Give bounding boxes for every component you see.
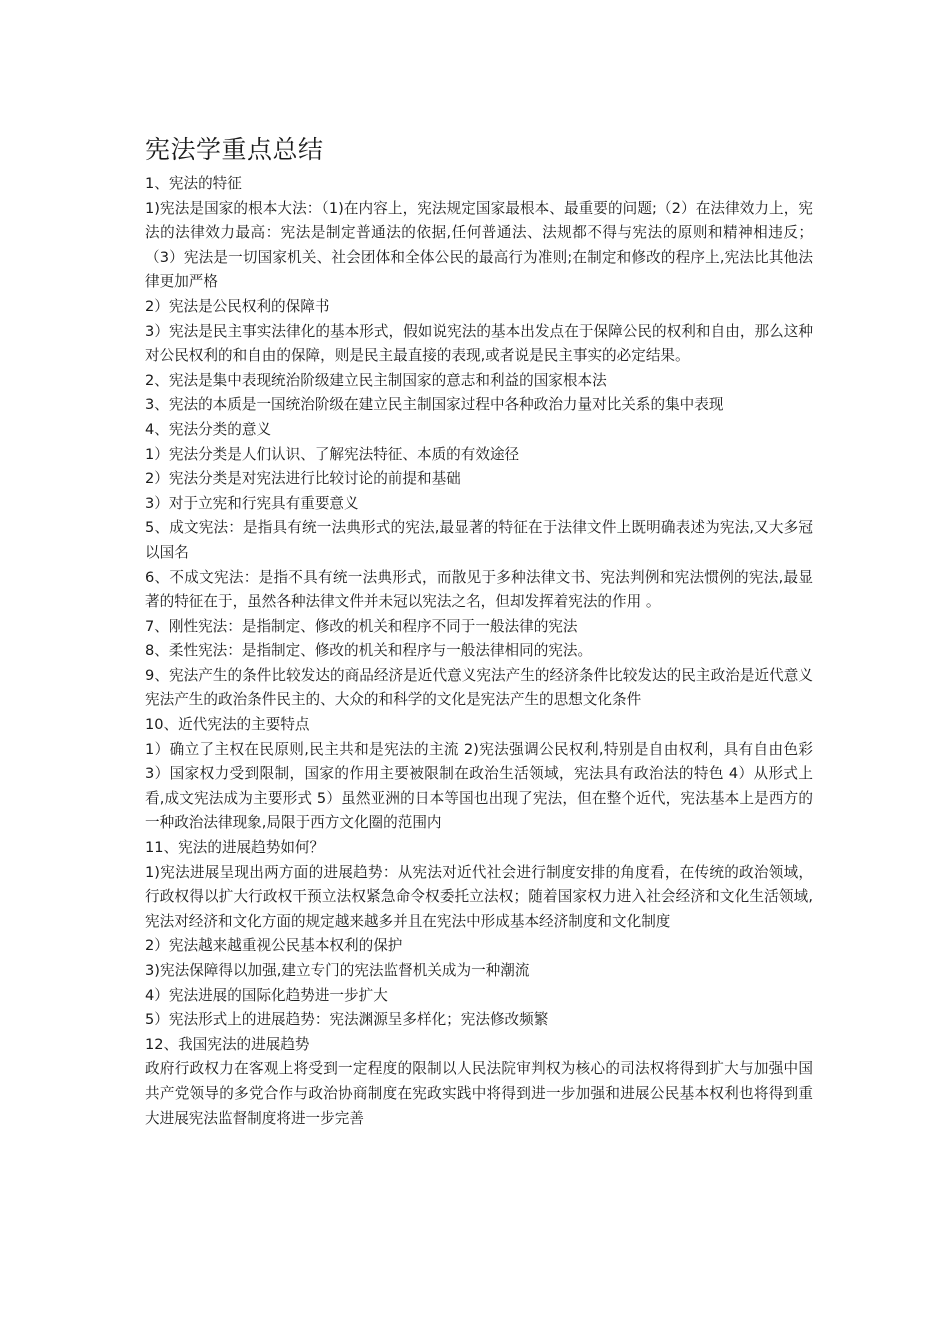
paragraph: 政府行政权力在客观上将受到一定程度的限制以人民法院审判权为核心的司法权将得到扩大与加强中国共产党领导的多党合作与政治协商制度在宪政实践中将得到进一步加强和进展公民基本权利也将得到重大进展宪法监督制度将进一步完善 [145,1060,813,1127]
paragraph: 3、宪法的本质是一国统治阶级在建立民主制国家过程中各种政治力量对比关系的集中表现 [145,396,724,414]
paragraph: 4、宪法分类的意义 [145,420,272,438]
paragraph: 2）宪法越来越重视公民基本权利的保护 [145,937,403,955]
paragraph: 1）宪法分类是人们认识、了解宪法特征、本质的有效途径 [145,445,520,463]
paragraph: 12、我国宪法的进展趋势 [145,1035,310,1053]
paragraph: 9、宪法产生的条件比较发达的商品经济是近代意义宪法产生的经济条件比较发达的民主政治是近代意义宪法产生的政治条件民主的、大众的和科学的文化是宪法产生的思想文化条件 [145,666,813,709]
paragraph: 10、近代宪法的主要特点 [145,716,310,734]
document-body [145,172,813,1131]
document-page [145,132,813,1131]
paragraph: 1)宪法是国家的根本大法：（1)在内容上，宪法规定国家最根本、最重要的问题;（2）在法律效力上，宪法的法律效力最高：宪法是制定普通法的依据,任何普通法、法规都不得与宪法的原则和精神相违反；（3）宪法是一切国家机关、社会团体和全体公民的最高行为准则;在制定和修改的程序上,宪法比其他法律更加严格 [145,199,813,291]
paragraph: 3）宪法是民主事实法律化的基本形式，假如说宪法的基本出发点在于保障公民的权利和自由，那么这种对公民权利的和自由的保障，则是民主最直接的表现,或者说是民主事实的必定结果。 [145,322,813,365]
paragraph: 7、刚性宪法：是指制定、修改的机关和程序不同于一般法律的宪法 [145,617,578,635]
paragraph: 1)宪法进展呈现出两方面的进展趋势：从宪法对近代社会进行制度安排的角度看，在传统的政治领域，行政权得以扩大行政权干预立法权紧急命令权委托立法权；随着国家权力进入社会经济和文化生活领域,宪法对经济和文化方面的规定越来越多并且在宪法中形成基本经济制度和文化制度 [145,863,813,930]
paragraph: 3)宪法保障得以加强,建立专门的宪法监督机关成为一种潮流 [145,962,530,979]
paragraph: 1、宪法的特征 [145,175,242,192]
paragraph: 2、宪法是集中表现统治阶级建立民主制国家的意志和利益的国家根本法 [145,371,607,389]
paragraph: 1）确立了主权在民原则,民主共和是宪法的主流 2)宪法强调公民权利,特别是自由权利，具有自由色彩 3）国家权力受到限制，国家的作用主要被限制在政治生活领域，宪法具有政治法的特色 4）从形式上看,成文宪法成为主要形式 5）虽然亚洲的日本等国也出现了宪法，但在整个近代，宪法基本上是西方的一种政治法律现象,局限于西方文化圈的范围内 [145,740,813,832]
paragraph: 3）对于立宪和行宪具有重要意义 [145,494,359,512]
paragraph: 2）宪法是公民权利的保障书 [145,297,330,315]
document-title: 宪法学重点总结 [145,135,324,164]
paragraph: 5、成文宪法：是指具有统一法典形式的宪法,最显著的特征在于法律文件上既明确表述为宪法,又大多冠以国名 [145,519,813,561]
paragraph: 5）宪法形式上的进展趋势：宪法渊源呈多样化；宪法修改频繁 [145,1011,549,1029]
paragraph: 11、宪法的进展趋势如何？ [145,839,325,857]
paragraph: 8、柔性宪法：是指制定、修改的机关和程序与一般法律相同的宪法。 [145,642,593,660]
paragraph: 2）宪法分类是对宪法进行比较讨论的前提和基础 [145,470,461,488]
paragraph: 6、不成文宪法：是指不具有统一法典形式，而散见于多种法律文书、宪法判例和宪法惯例的宪法,最显著的特征在于，虽然各种法律文件并未冠以宪法之名，但却发挥着宪法的作用 。 [145,568,813,611]
paragraph: 4）宪法进展的国际化趋势进一步扩大 [145,986,388,1004]
